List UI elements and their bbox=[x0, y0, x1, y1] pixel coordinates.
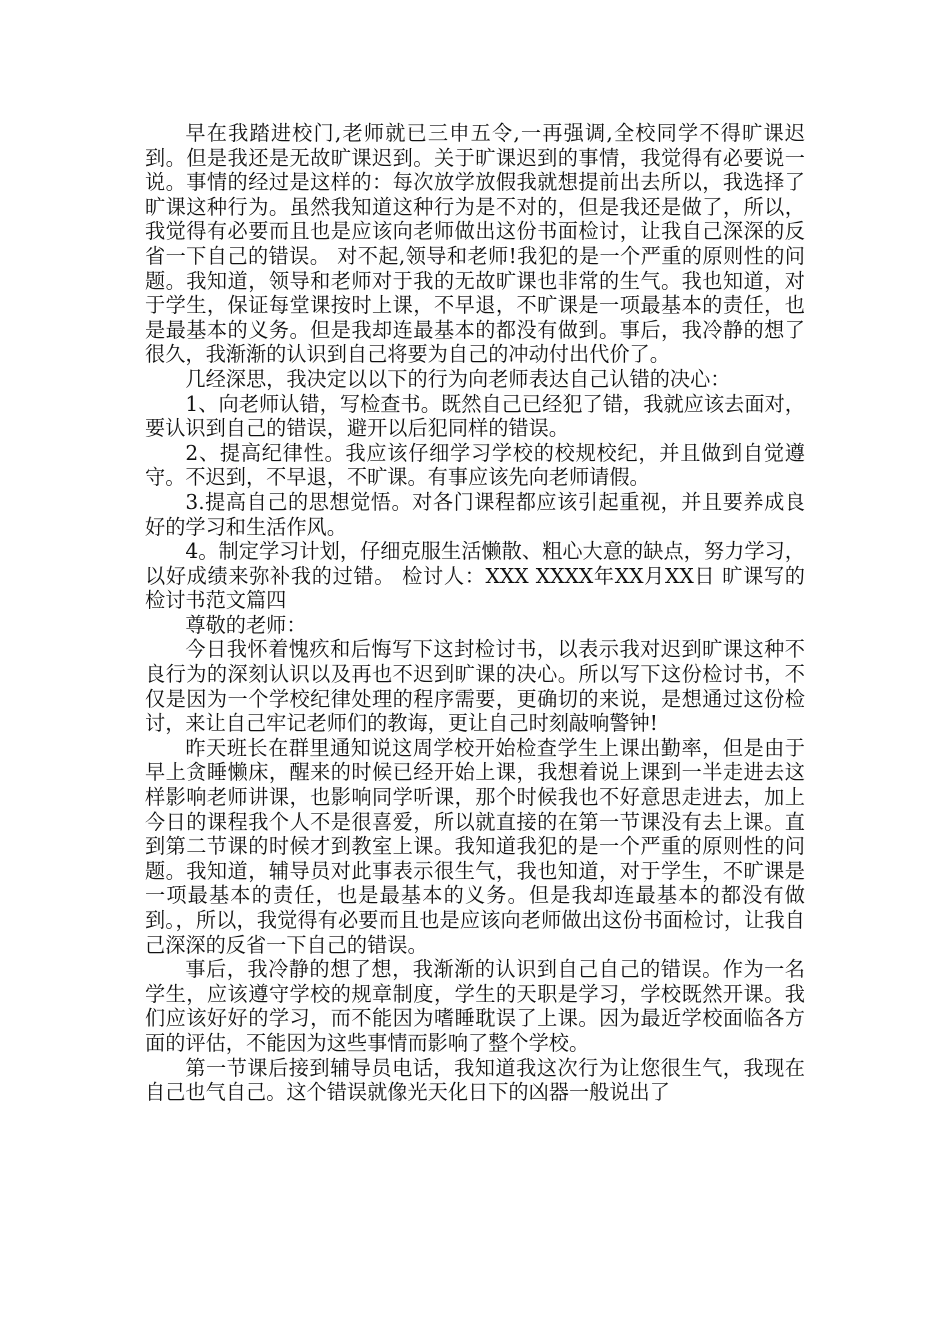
salutation: 尊敬的老师： bbox=[185, 612, 307, 637]
paragraph: 昨天班长在群里通知说这周学校开始检查学生上课出勤率，但是由于早上贪睡懒床，醒来的时候已经开始上课，我想着说上课到一半走进去这样影响老师讲课，也影响同学听课，那个时候我也不好意思走进去，加上今日的课程我个人不是很喜爱，所以就直接的在第一节课没有去上课。直到第二节课的时候才到教室上课。我知道我犯的是一个严重的原则性的问题。我知道，辅导员对此事表示很生气，我也知道，对于学生，不旷课是一项最基本的责任，也是最基本的义务。但是我却连最基本的都没有做到。，所以，我觉得有必要而且也是应该向老师做出这份书面检讨，让我自己深深的反省一下自己的错误。 bbox=[145, 735, 805, 957]
list-item: 3.提高自己的思想觉悟。对各门课程都应该引起重视，并且要养成良好的学习和生活作风。 bbox=[145, 489, 805, 539]
document-body bbox=[145, 121, 805, 1105]
paragraph: 事后，我冷静的想了想，我渐渐的认识到自己自己的错误。作为一名学生，应该遵守学校的规章制度，学生的天职是学习，学校既然开课。我们应该好好的学习，而不能因为嗜睡耽误了上课。因为最近学校面临各方面的评估，不能因为这些事情而影响了整个学校。 bbox=[145, 957, 805, 1055]
paragraph: 今日我怀着愧疚和后悔写下这封检讨书，以表示我对迟到旷课这种不良行为的深刻认识以及再也不迟到旷课的决心。所以写下这份检讨书，不仅是因为一个学校纪律处理的程序需要，更确切的来说，是想通过这份检讨，来让自己牢记老师们的教诲，更让自己时刻敲响警钟! bbox=[145, 637, 805, 736]
list-item: 2、提高纪律性。我应该仔细学习学校的校规校纪，并且做到自觉遵守。不迟到，不早退，不旷课。有事应该先向老师请假。 bbox=[145, 440, 805, 490]
list-item: 4。制定学习计划，仔细克服生活懒散、粗心大意的缺点，努力学习，以好成绩来弥补我的过错。 检讨人：XXX XXXX年XX月XX日 旷课写的检讨书范文篇四 bbox=[145, 539, 805, 613]
list-item: 1、向老师认错，写检查书。既然自己已经犯了错，我就应该去面对，要认识到自己的错误，避开以后犯同样的错误。 bbox=[145, 391, 805, 441]
paragraph: 早在我踏进校门,老师就已三申五令,一再强调,全校同学不得旷课迟到。但是我还是无故旷课迟到。关于旷课迟到的事情，我觉得有必要说一说。事情的经过是这样的：每次放学放假我就想提前出去所以，我选择了旷课这种行为。虽然我知道这种行为是不对的，但是我还是做了，所以，我觉得有必要而且也是应该向老师做出这份书面检讨，让我自己深深的反省一下自己的错误。 对不起,领导和老师!我犯的是一个严重的原则性的问题。我知道，领导和老师对于我的无故旷课也非常的生气。我也知道，对于学生，保证每堂课按时上课，不早退，不旷课是一项最基本的责任，也是最基本的义务。但是我却连最基本的都没有做到。事后，我冷静的想了很久，我渐渐的认识到自己将要为自己的冲动付出代价了。 bbox=[145, 121, 805, 367]
paragraph: 几经深思，我决定以以下的行为向老师表达自己认错的决心： bbox=[185, 366, 731, 391]
paragraph: 第一节课后接到辅导员电话，我知道我这次行为让您很生气，我现在自己也气自己。这个错误就像光天化日下的凶器一般说出了 bbox=[145, 1055, 805, 1105]
